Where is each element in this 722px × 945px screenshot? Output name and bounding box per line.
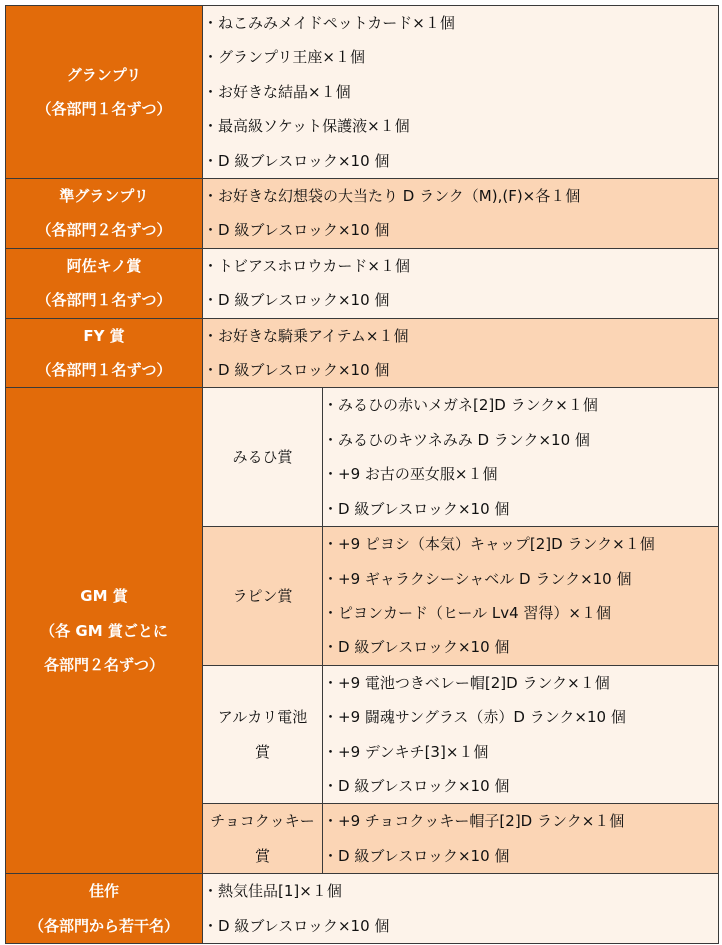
prize-list [203,6,719,179]
prize-list [203,874,719,944]
category-title: FY 賞 [83,326,125,345]
prize-list [203,248,719,318]
list-item: ・みるひのキツネみみ D ランク×10 個 [323,430,590,449]
table-row [6,179,719,249]
list-item: ・D 級ブレスロック×10 個 [323,776,510,795]
list-item: ・+9 ピヨシ（本気）キャップ[2]D ランク×１個 [323,535,655,554]
prize-list [203,179,719,249]
list-item: ・+9 お古の巫女服×１個 [323,465,498,484]
category-fy [6,318,203,388]
list-item: ・お好きな結晶×１個 [203,82,351,101]
prize-table [5,5,719,944]
category-asa-kino [6,248,203,318]
category-gm [6,388,203,874]
subcategory-title: 賞 [254,846,270,865]
subcategory-title: みるひ賞 [232,448,293,467]
list-item: ・+9 電池つきベレー帽[2]D ランク×１個 [323,673,610,692]
category-note: （各部門１名ずつ） [36,100,172,119]
table-row [6,248,719,318]
category-grand-prix [6,6,203,179]
list-item: ・みるひの赤いメガネ[2]D ランク×１個 [323,396,598,415]
list-item: ・+9 デンキチ[3]×１個 [323,742,489,761]
prize-list [323,388,719,527]
table-row [6,874,719,944]
list-item: ・+9 チョコクッキー帽子[2]D ランク×１個 [323,812,625,831]
list-item: ・+9 ギャラクシーシャベル D ランク×10 個 [323,569,632,588]
list-item: ・D 級ブレスロック×10 個 [203,291,390,310]
subcategory-title: ラピン賞 [232,586,293,605]
list-item: ・ピヨンカード（ヒール Lv4 習得）×１個 [323,603,611,622]
category-note: （各部門１名ずつ） [36,361,172,380]
category-title: 佳作 [88,882,119,901]
list-item: ・お好きな幻想袋の大当たり D ランク（M),(F)×各１個 [203,187,581,206]
list-item: ・熱気佳品[1]×１個 [203,882,342,901]
list-item: ・+9 闘魂サングラス（赤）D ランク×10 個 [323,708,626,727]
category-runner-up [6,179,203,249]
table-row [6,318,719,388]
table-row [6,388,719,527]
category-title: 準グランプリ [59,187,149,206]
category-honorable [6,874,203,944]
subcategory-rapin [203,527,323,666]
prize-list [203,318,719,388]
category-title: 阿佐キノ賞 [66,256,142,275]
list-item: ・D 級ブレスロック×10 個 [203,221,390,240]
category-note: （各部門２名ずつ） [36,221,172,240]
category-title: GM 賞 [80,587,128,606]
list-item: ・最高級ソケット保護液×１個 [203,117,410,136]
subcategory-alkaline [203,665,323,804]
list-item: ・D 級ブレスロック×10 個 [323,499,510,518]
list-item: ・D 級ブレスロック×10 個 [203,151,390,170]
list-item: ・お好きな騎乗アイテム×１個 [203,326,409,345]
subcategory-miruhi [203,388,323,527]
subcategory-title: アルカリ電池 [217,708,308,727]
category-note: （各部門から若干名） [28,916,179,935]
subcategory-choco [203,804,323,874]
list-item: ・D 級ブレスロック×10 個 [323,846,510,865]
list-item: ・D 級ブレスロック×10 個 [203,916,390,935]
category-note: （各 GM 賞ごとに [40,621,168,640]
category-note: （各部門１名ずつ） [36,291,172,310]
prize-list [323,527,719,666]
list-item: ・トビアスホロウカード×１個 [203,256,410,275]
subcategory-title: 賞 [254,742,270,761]
prize-list [323,804,719,874]
table-row [6,6,719,179]
list-item: ・グランプリ王座×１個 [203,48,365,67]
category-title: グランプリ [66,65,142,84]
prize-list [323,665,719,804]
subcategory-title: チョコクッキー [210,812,315,831]
list-item: ・D 級ブレスロック×10 個 [203,361,390,380]
category-note: 各部門２名ずつ） [43,656,164,675]
list-item: ・ねこみみメイドペットカード×１個 [203,14,455,32]
list-item: ・D 級ブレスロック×10 個 [323,638,510,657]
